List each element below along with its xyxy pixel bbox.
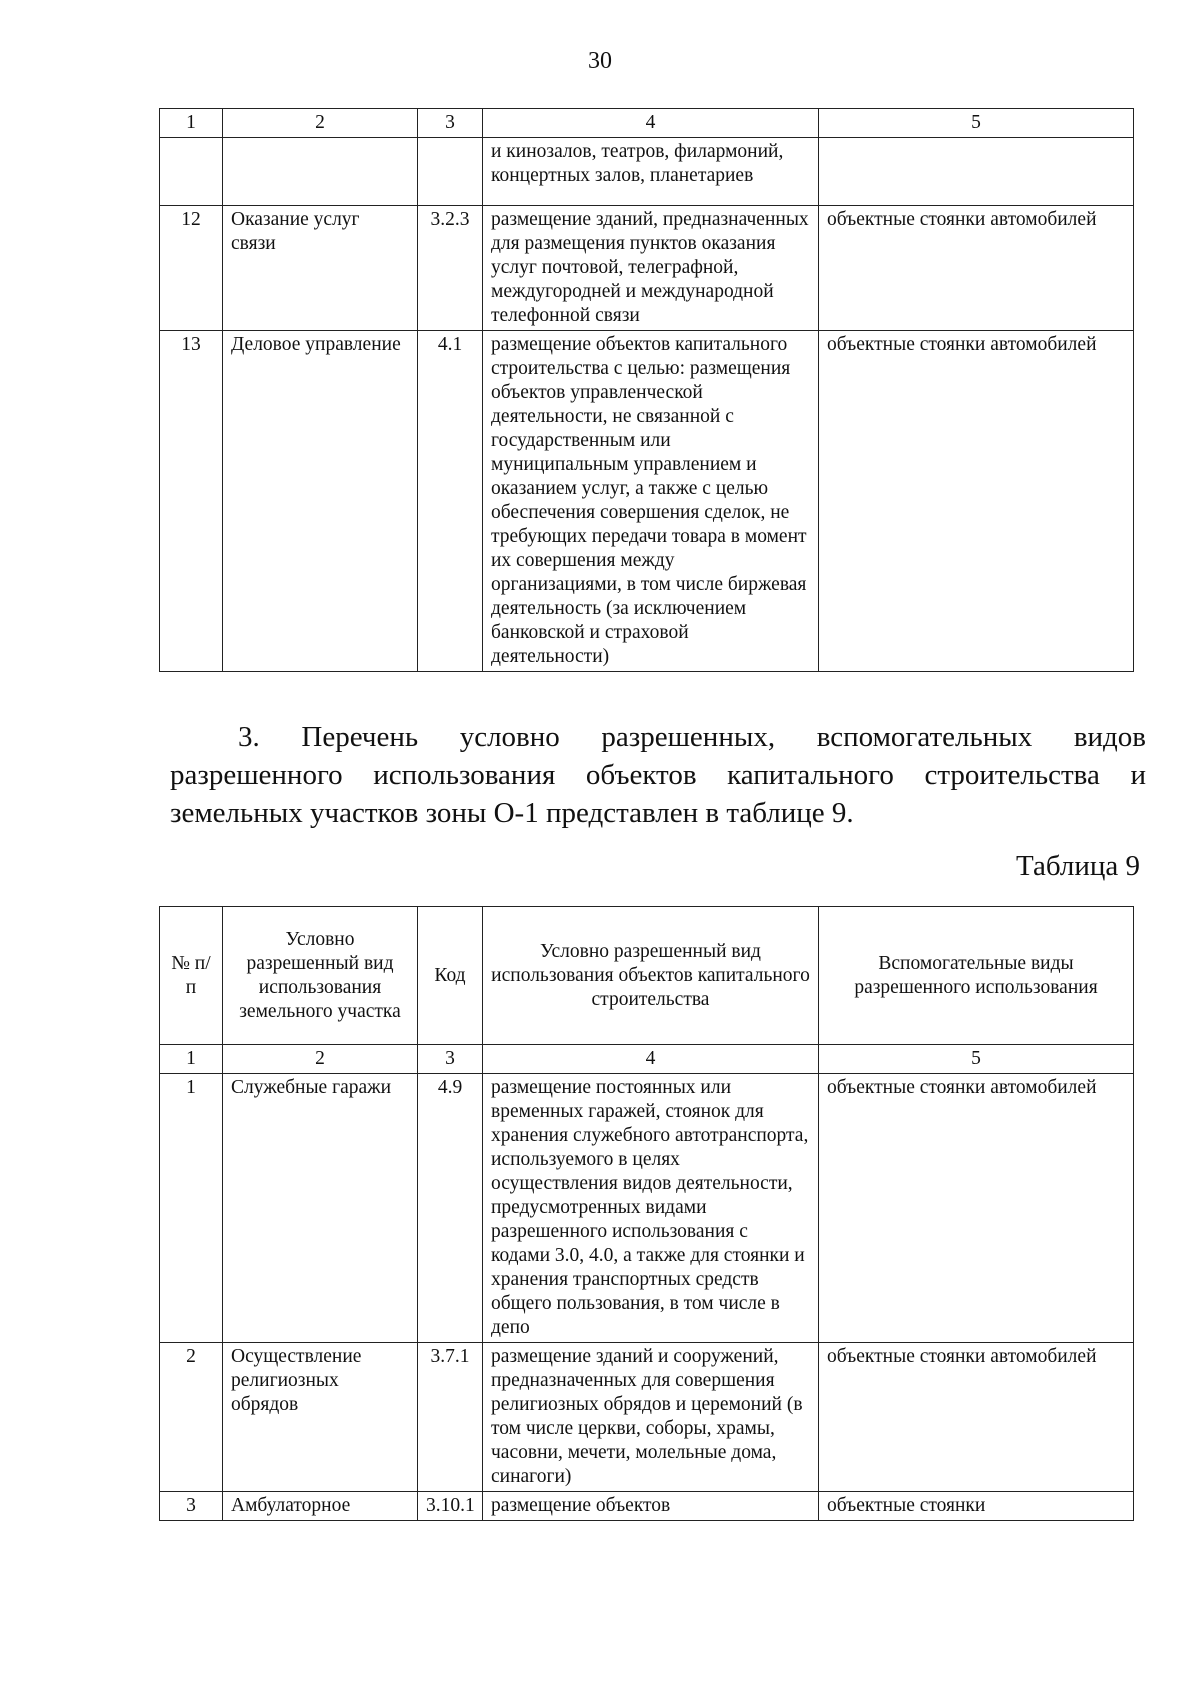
auxiliary-use: объектные стоянки автомобилей — [819, 331, 1134, 672]
use-description: размещение объектов — [483, 1492, 819, 1521]
table-9 — [159, 906, 1134, 1521]
use-code — [418, 138, 483, 206]
section-paragraph: 3. Перечень условно разрешенных, вспомогательных видов разрешенного использования объектов капитального строительства и земельных участков зоны О-1 представлен в таблице 9. — [170, 721, 1146, 829]
table-row — [160, 138, 1134, 206]
column-number-row — [160, 1045, 1134, 1074]
row-number: 12 — [160, 206, 223, 331]
auxiliary-use: объектные стоянки автомобилей — [819, 1074, 1134, 1343]
header-construction-use: Условно разрешенный вид использования объектов капитального строительства — [483, 907, 819, 1045]
column-number: 2 — [223, 109, 418, 138]
use-code: 3.2.3 — [418, 206, 483, 331]
land-use-type — [223, 138, 418, 206]
page-number: 30 — [588, 48, 612, 74]
row-number — [160, 138, 223, 206]
column-number-row — [160, 109, 1134, 138]
auxiliary-use: объектные стоянки — [819, 1492, 1134, 1521]
header-code: Код — [418, 907, 483, 1045]
table-row — [160, 331, 1134, 672]
continued-table — [159, 108, 1134, 672]
land-use-type: Деловое управление — [223, 331, 418, 672]
use-description: размещение объектов капитального строительства с целью: размещения объектов управленческой деятельности, не связанной с государственным или муниципальным управлением и оказанием услуг, а также с целью обеспечения совершения сделок, не требующих передачи товара в момент их совершения между организациями, в том числе биржевая деятельность (за исключением банковской и страховой деятельности) — [483, 331, 819, 672]
table-row — [160, 1074, 1134, 1343]
header-auxiliary-use: Вспомогательные виды разрешенного использования — [819, 907, 1134, 1045]
column-number: 3 — [418, 1045, 483, 1074]
use-code: 4.1 — [418, 331, 483, 672]
land-use-type: Осуществление религиозных обрядов — [223, 1343, 418, 1492]
column-number: 2 — [223, 1045, 418, 1074]
auxiliary-use: объектные стоянки автомобилей — [819, 206, 1134, 331]
use-description: размещение зданий и сооружений, предназначенных для совершения религиозных обрядов и церемоний (в том числе церкви, соборы, храмы, часовни, мечети, молельные дома, синагоги) — [483, 1343, 819, 1492]
column-number: 3 — [418, 109, 483, 138]
table-caption: Таблица 9 — [1015, 850, 1140, 882]
column-number: 1 — [160, 109, 223, 138]
row-number: 1 — [160, 1074, 223, 1343]
use-description: и кинозалов, театров, филармоний, концертных залов, планетариев — [483, 138, 819, 206]
header-number: № п/п — [160, 907, 223, 1045]
column-number: 1 — [160, 1045, 223, 1074]
auxiliary-use: объектные стоянки автомобилей — [819, 1343, 1134, 1492]
table-row — [160, 1343, 1134, 1492]
use-description: размещение постоянных или временных гаражей, стоянок для хранения служебного автотранспорта, используемого в целях осуществления видов деятельности, предусмотренных видами разрешенного использования с кодами 3.0, 4.0, а также для стоянки и хранения транспортных средств общего пользования, в том числе в депо — [483, 1074, 819, 1343]
use-code: 4.9 — [418, 1074, 483, 1343]
column-number: 5 — [819, 109, 1134, 138]
row-number: 2 — [160, 1343, 223, 1492]
header-land-use: Условно разрешенный вид использования земельного участка — [223, 907, 418, 1045]
use-code: 3.10.1 — [418, 1492, 483, 1521]
row-number: 3 — [160, 1492, 223, 1521]
table-row — [160, 1492, 1134, 1521]
table-row — [160, 206, 1134, 331]
column-number: 5 — [819, 1045, 1134, 1074]
use-description: размещение зданий, предназначенных для размещения пунктов оказания услуг почтовой, телеграфной, междугородней и международной телефонной связи — [483, 206, 819, 331]
land-use-type: Амбулаторное — [223, 1492, 418, 1521]
header-row — [160, 907, 1134, 1045]
row-number: 13 — [160, 331, 223, 672]
auxiliary-use — [819, 138, 1134, 206]
column-number: 4 — [483, 1045, 819, 1074]
land-use-type: Служебные гаражи — [223, 1074, 418, 1343]
use-code: 3.7.1 — [418, 1343, 483, 1492]
column-number: 4 — [483, 109, 819, 138]
land-use-type: Оказание услуг связи — [223, 206, 418, 331]
